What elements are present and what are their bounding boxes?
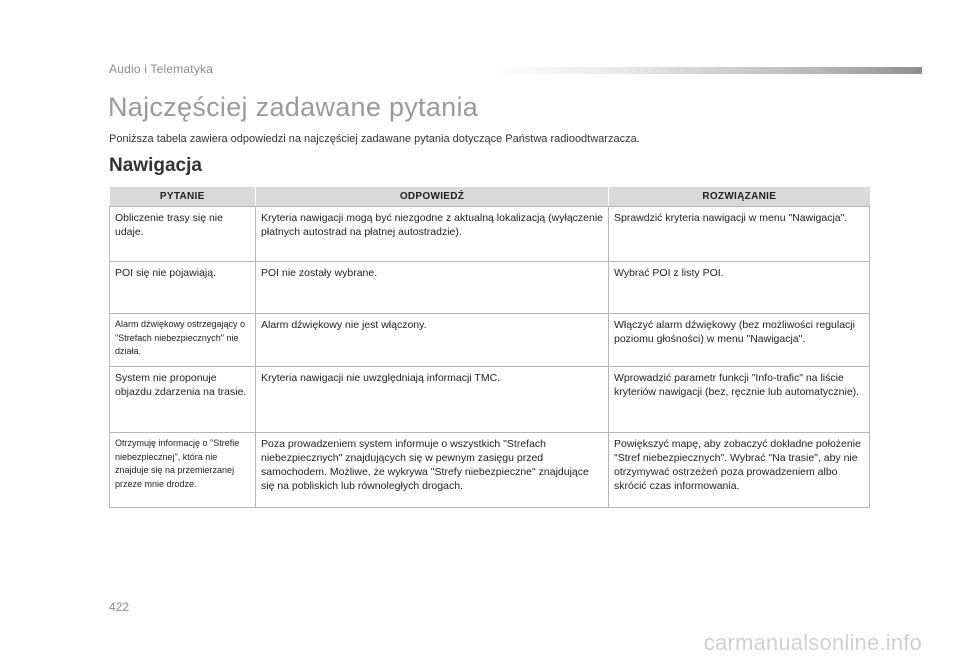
question-cell: Obliczenie trasy się nie udaje. — [110, 207, 256, 262]
answer-cell: Alarm dźwiękowy nie jest włączony. — [256, 314, 609, 367]
watermark: carmanualsonline.info — [703, 630, 922, 655]
column-header-solution: ROZWIĄZANIE — [609, 187, 870, 207]
answer-cell: Kryteria nawigacji mogą być niezgodne z aktualną lokalizacją (wyłączenie płatnych autostrad na płatnej autostradzie). — [256, 207, 609, 262]
table-row — [110, 433, 870, 508]
answer-cell: POI nie zostały wybrane. — [256, 262, 609, 314]
table-row — [110, 314, 870, 367]
solution-cell: Wybrać POI z listy POI. — [609, 262, 870, 314]
question-cell: POI się nie pojawiają. — [110, 262, 256, 314]
column-header-answer: ODPOWIEDŹ — [256, 187, 609, 207]
intro-text: Poniższa tabela zawiera odpowiedzi na najczęściej zadawane pytania dotyczące Państwa radioodtwarzacza. — [109, 133, 640, 145]
faq-table — [109, 187, 870, 508]
column-header-question: PYTANIE — [110, 187, 256, 207]
answer-cell: Poza prowadzeniem system informuje o wszystkich "Strefach niebezpiecznych" znajdujących się w pewnym zasięgu przed samochodem. Możliwe, że wykrywa "Strefy niebezpieczne" znajdujące się na pobliskich lub równoległych drogach. — [256, 433, 609, 508]
section-title: Nawigacja — [109, 155, 202, 176]
header-section-title: Audio i Telematyka — [109, 62, 214, 76]
question-cell: Otrzymuję informację o "Strefie niebezpiecznej", która nie znajduje się na przemierzanej przeze mnie drodze. — [110, 433, 256, 508]
question-cell: Alarm dźwiękowy ostrzegający o "Strefach niebezpiecznych" nie działa. — [110, 314, 256, 367]
table-row — [110, 367, 870, 433]
table-row — [110, 262, 870, 314]
answer-cell: Kryteria nawigacji nie uwzględniają informacji TMC. — [256, 367, 609, 433]
solution-cell: Wprowadzić parametr funkcji "Info-trafic" na liście kryteriów nawigacji (bez, ręcznie lub automatycznie). — [609, 367, 870, 433]
page-title: Najczęściej zadawane pytania — [108, 92, 479, 122]
table-header-row — [110, 187, 870, 207]
solution-cell: Włączyć alarm dźwiękowy (bez możliwości regulacji poziomu głośności) w menu "Nawigacja". — [609, 314, 870, 367]
header-divider — [490, 67, 922, 74]
solution-cell: Powiększyć mapę, aby zobaczyć dokładne położenie "Stref niebezpiecznych". Wybrać "Na trasie", aby nie otrzymywać ostrzeżeń poza prowadzeniem albo skrócić czas informowania. — [609, 433, 870, 508]
solution-cell: Sprawdzić kryteria nawigacji w menu "Nawigacja". — [609, 207, 870, 262]
question-cell: System nie proponuje objazdu zdarzenia na trasie. — [110, 367, 256, 433]
table-row — [110, 207, 870, 262]
page-number: 422 — [109, 600, 130, 614]
